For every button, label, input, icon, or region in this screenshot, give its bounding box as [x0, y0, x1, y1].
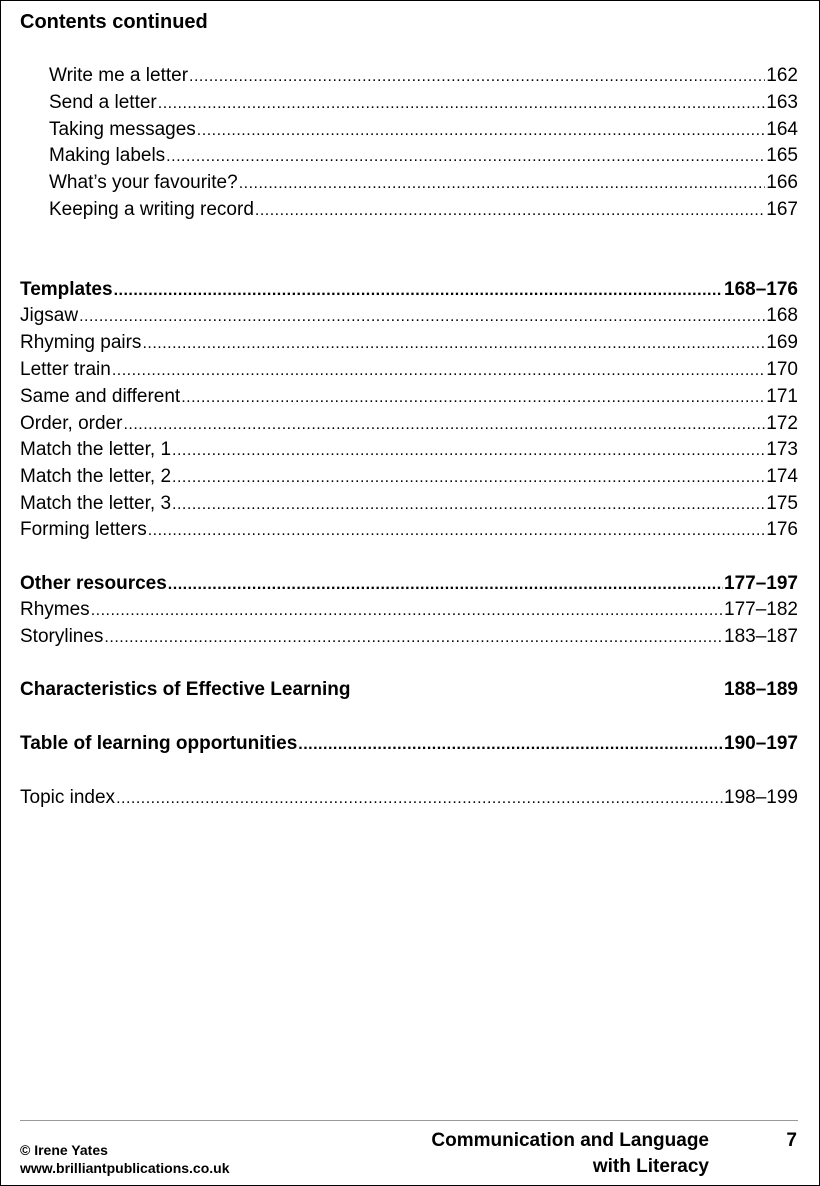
toc-entry[interactable] — [20, 331, 798, 356]
dot-leader — [168, 573, 723, 597]
dot-leader — [142, 332, 765, 356]
dot-leader — [239, 172, 766, 196]
toc-entry-title: Write me a letter — [49, 65, 189, 86]
toc-entry[interactable] — [20, 598, 798, 623]
toc-entry-title: Storylines — [20, 626, 104, 647]
toc-entry-page: 165 — [766, 145, 798, 166]
toc-entry-page: 163 — [766, 92, 798, 113]
section-title: Other resources — [20, 573, 167, 594]
toc-entry[interactable] — [20, 465, 798, 490]
dot-leader — [298, 733, 723, 757]
section-pages: 198–199 — [724, 787, 798, 808]
toc-entry-title: Jigsaw — [20, 305, 79, 326]
dot-leader — [197, 119, 766, 143]
toc-entry-page: 170 — [766, 359, 798, 380]
dot-leader — [91, 599, 723, 623]
book-title — [431, 1128, 709, 1180]
toc-entry-title: Send a letter — [49, 92, 157, 113]
toc-entry-title: What’s your favourite? — [49, 172, 238, 193]
publisher-website[interactable]: www.brilliantpublications.co.uk — [20, 1160, 230, 1176]
toc-entry[interactable] — [20, 385, 798, 410]
toc-entry-page: 177–182 — [724, 599, 798, 620]
toc-section-templates[interactable] — [20, 278, 798, 303]
section-title: Templates — [20, 279, 113, 300]
dot-leader — [189, 65, 765, 89]
dot-leader — [79, 305, 765, 329]
toc-entry-title: Match the letter, 1 — [20, 439, 172, 460]
toc-entry[interactable] — [49, 171, 798, 196]
toc-entry-page: 172 — [766, 413, 798, 434]
toc-entry-title: Order, order — [20, 413, 123, 434]
dot-leader — [172, 439, 765, 463]
toc-entry[interactable] — [49, 91, 798, 116]
book-title-line2: with Literacy — [592, 1156, 709, 1177]
toc-section-topic-index[interactable] — [20, 786, 798, 811]
toc-entry[interactable] — [49, 118, 798, 143]
toc-entry-page: 166 — [766, 172, 798, 193]
toc-entry[interactable] — [20, 438, 798, 463]
dot-leader — [166, 145, 765, 169]
toc-entry[interactable] — [20, 358, 798, 383]
toc-entry-page: 175 — [766, 493, 798, 514]
toc-entry[interactable] — [20, 304, 798, 329]
dot-leader — [104, 626, 723, 650]
dot-leader — [114, 279, 723, 303]
toc-entry[interactable] — [20, 492, 798, 517]
toc-entry[interactable] — [49, 64, 798, 89]
toc-entry[interactable] — [49, 144, 798, 169]
dot-leader — [148, 519, 766, 543]
dot-leader — [112, 359, 765, 383]
toc-entry-page: 173 — [766, 439, 798, 460]
toc-entry-page: 167 — [766, 199, 798, 220]
section-title: Characteristics of Effective Learning — [20, 679, 351, 700]
book-title-line1: Communication and Language — [431, 1130, 709, 1151]
toc-entry-title: Same and different — [20, 386, 181, 407]
footer-divider — [20, 1120, 798, 1121]
toc-entry[interactable] — [20, 625, 798, 650]
section-pages: 177–197 — [724, 573, 798, 594]
toc-entry-page: 174 — [766, 466, 798, 487]
dot-leader — [255, 199, 765, 223]
toc-entry-title: Match the letter, 3 — [20, 493, 172, 514]
toc-section-characteristics[interactable] — [20, 678, 798, 702]
copyright-notice: © Irene Yates — [20, 1142, 108, 1158]
toc-entry-page: 168 — [766, 305, 798, 326]
toc-section-learning-table[interactable] — [20, 732, 798, 757]
toc-entry-title: Rhyming pairs — [20, 332, 142, 353]
dot-leader — [172, 493, 765, 517]
section-pages: 168–176 — [724, 279, 798, 300]
toc-entry[interactable] — [49, 198, 798, 223]
toc-entry-page: 162 — [766, 65, 798, 86]
page-number: 7 — [786, 1130, 797, 1151]
toc-entry-title: Taking messages — [49, 119, 196, 140]
dot-leader — [123, 413, 765, 437]
toc-entry-page: 176 — [766, 519, 798, 540]
dot-leader — [116, 787, 723, 811]
toc-entry-page: 169 — [766, 332, 798, 353]
toc-entry-title: Making labels — [49, 145, 166, 166]
toc-entry-title: Rhymes — [20, 599, 90, 620]
section-title: Table of learning opportunities — [20, 733, 298, 754]
toc-entry-page: 171 — [766, 386, 798, 407]
toc-entry-page: 164 — [766, 119, 798, 140]
toc-entry[interactable] — [20, 412, 798, 437]
dot-leader — [181, 386, 765, 410]
toc-entry-title: Letter train — [20, 359, 111, 380]
page-heading: Contents continued — [20, 11, 208, 33]
toc-entry-page: 183–187 — [724, 626, 798, 647]
dot-leader — [158, 92, 766, 116]
toc-entry[interactable] — [20, 518, 798, 543]
toc-entry-title: Keeping a writing record — [49, 199, 254, 220]
section-pages: 190–197 — [724, 733, 798, 754]
dot-leader — [172, 466, 765, 490]
toc-entry-title: Forming letters — [20, 519, 147, 540]
section-pages: 188–189 — [724, 679, 798, 700]
section-title: Topic index — [20, 787, 116, 808]
toc-entry-title: Match the letter, 2 — [20, 466, 172, 487]
toc-section-other-resources[interactable] — [20, 572, 798, 597]
